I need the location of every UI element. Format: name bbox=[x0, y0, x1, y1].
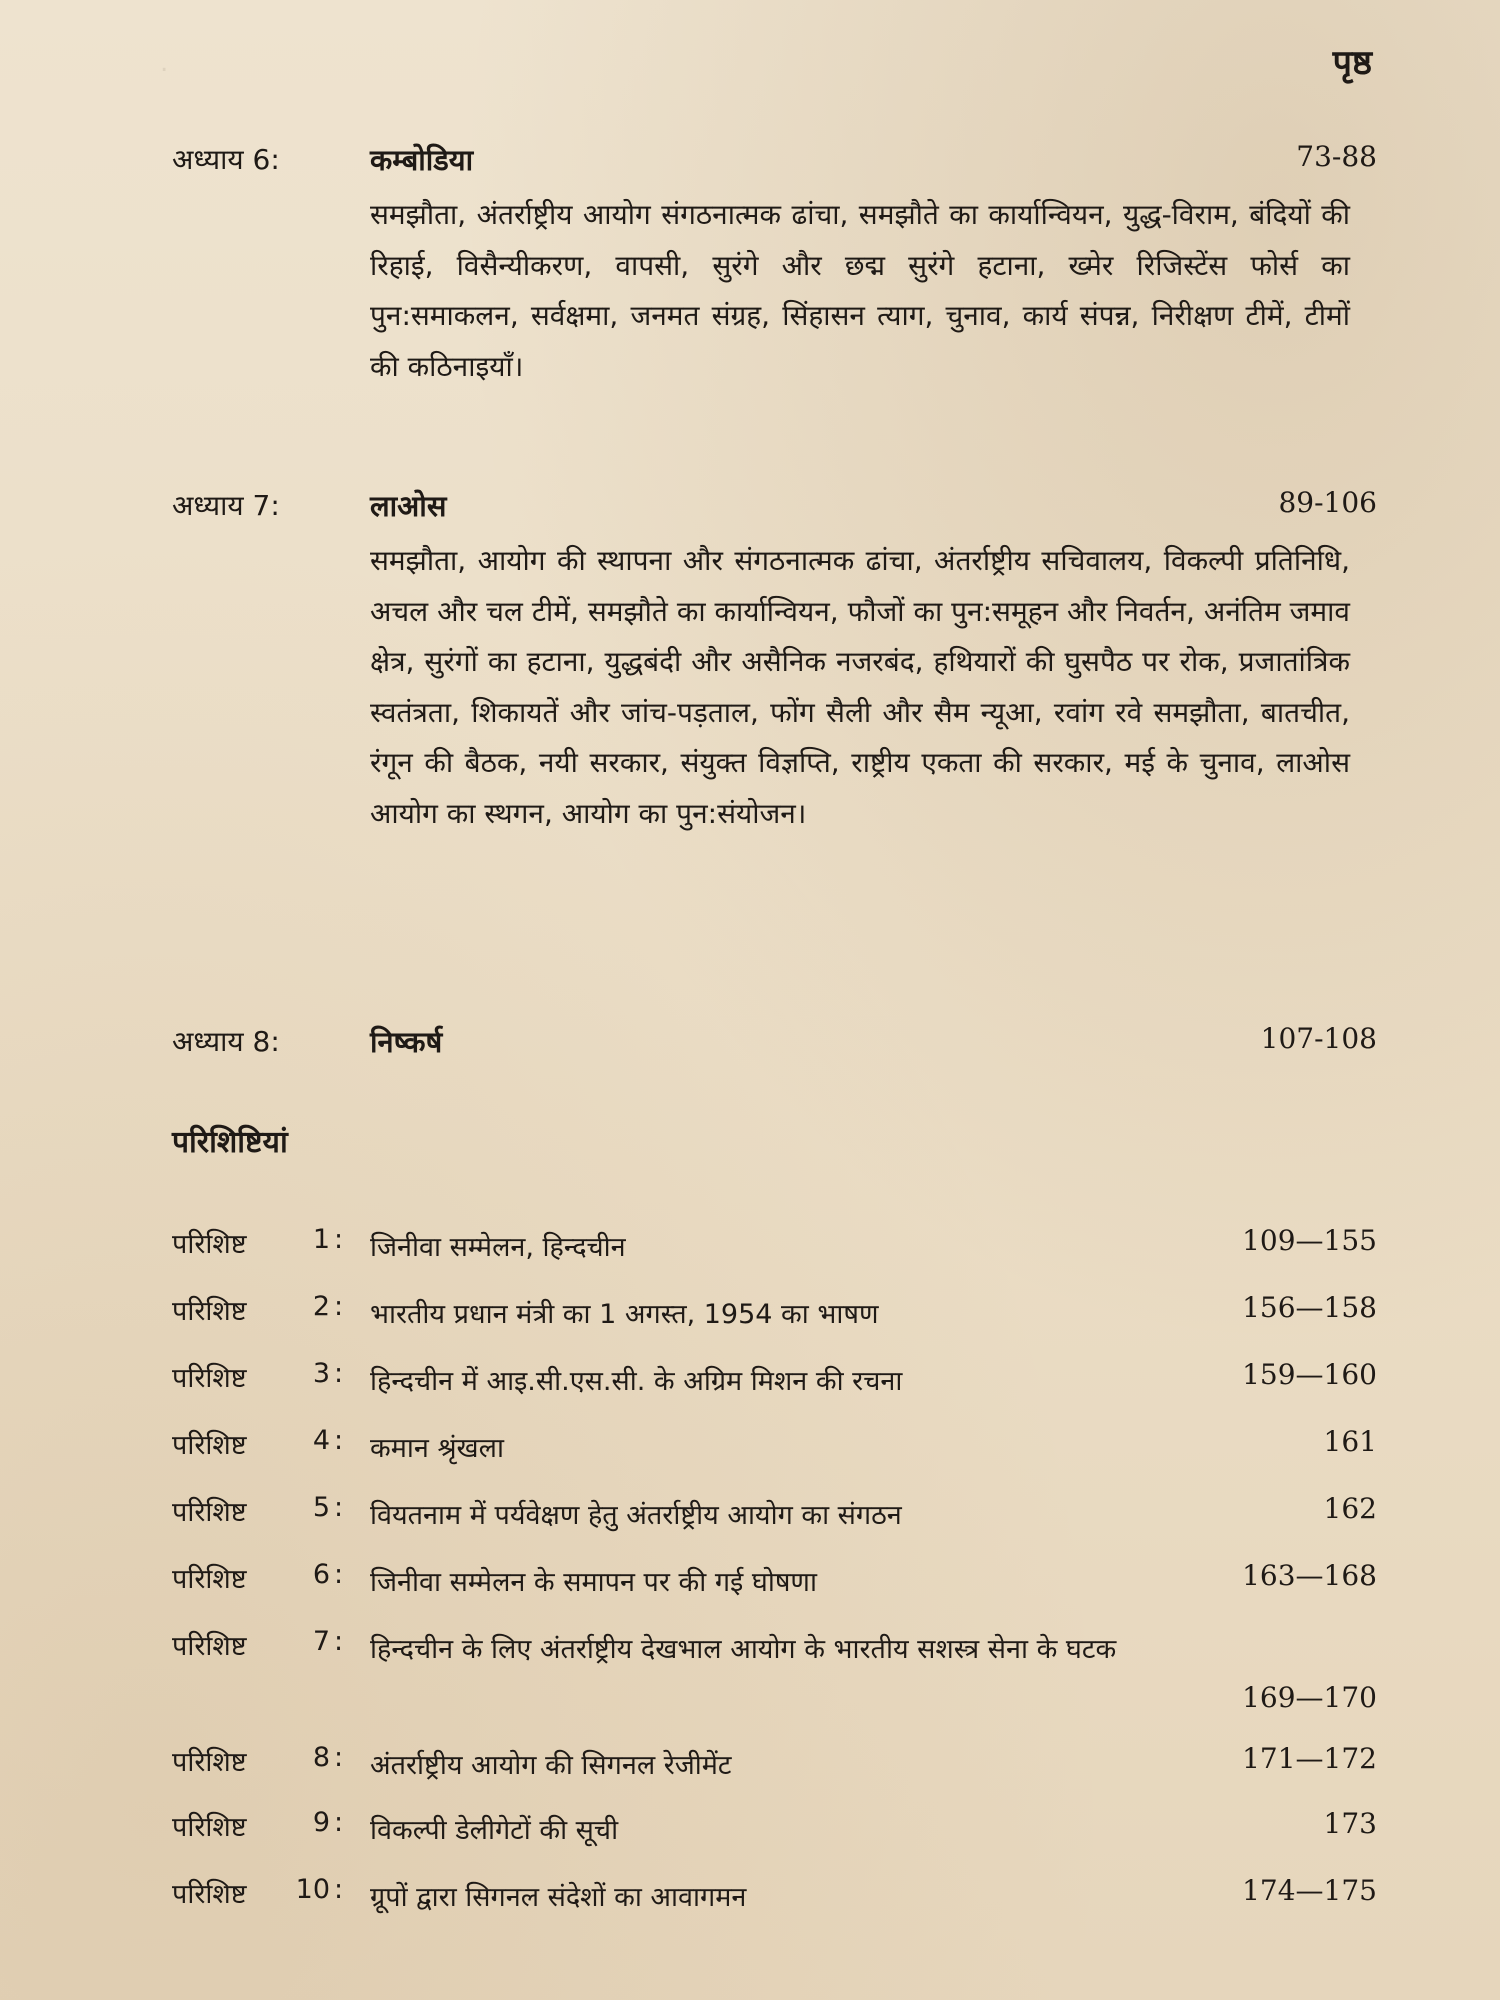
appendix-row bbox=[172, 1807, 1377, 1847]
appendix-number: 5 bbox=[312, 1492, 330, 1523]
appendix-row bbox=[172, 1224, 1377, 1264]
appendix-number: 10 bbox=[295, 1874, 330, 1905]
appendix-pages: 161 bbox=[1323, 1425, 1377, 1458]
appendix-title: अंतर्राष्ट्रीय आयोग की सिगनल रेजीमेंट bbox=[370, 1750, 732, 1781]
appendix-pages: 162 bbox=[1323, 1492, 1377, 1525]
appendix-number: 3 bbox=[312, 1358, 330, 1389]
appendix-label: परिशिष्ट bbox=[172, 1812, 247, 1843]
appendix-number: 1 bbox=[312, 1224, 330, 1255]
appendix-label: परिशिष्ट bbox=[172, 1747, 247, 1778]
separator: : bbox=[334, 1626, 344, 1657]
appendix-pages: 174—175 bbox=[1242, 1874, 1377, 1907]
appendix-label: परिशिष्ट bbox=[172, 1631, 247, 1662]
appendix-title: हिन्दचीन के लिए अंतर्राष्ट्रीय देखभाल आयोग के भारतीय सशस्त्र सेना के घटक bbox=[370, 1634, 1117, 1665]
chapter-description: समझौता, आयोग की स्थापना और संगठनात्मक ढांचा, अंतर्राष्ट्रीय सचिवालय, विकल्पी प्रतिनिधि, अचल और चल टीमें, समझौते का कार्यान्वियन, फौजों का पुन:समूहन और निवर्तन, अनंतिम जमाव क्षेत्र, सुरंगों का हटाना, युद्धबंदी और असैनिक नजरबंद, हथियारों की घुसपैठ पर रोक, प्रजातांत्रिक स्वतंत्रता, शिकायतें और जांच-पड़ताल, फोंग सैली और सैम न्यूआ, रवांग रवे समझौता, बातचीत, रंगून की बैठक, नयी सरकार, संयुक्त विज्ञप्ति, राष्ट्रीय एकता की सरकार, मई के चुनाव, लाओस आयोग का स्थगन, आयोग का पुन:संयोजन। bbox=[370, 544, 1350, 830]
chapter-label: अध्याय 8: bbox=[172, 1025, 280, 1058]
appendix-row bbox=[172, 1559, 1377, 1599]
separator: : bbox=[334, 1291, 344, 1322]
appendix-label: परिशिष्ट bbox=[172, 1497, 247, 1528]
appendix-label: परिशिष्ट bbox=[172, 1363, 247, 1394]
appendix-number: 4 bbox=[312, 1425, 330, 1456]
chapter-entry bbox=[172, 140, 1377, 480]
appendix-number: 9 bbox=[312, 1807, 330, 1838]
separator: : bbox=[334, 1425, 344, 1456]
separator: : bbox=[334, 1358, 344, 1389]
separator: : bbox=[334, 1492, 344, 1523]
appendices-heading: परिशिष्टियां bbox=[172, 1125, 288, 1160]
appendix-pages: 169—170 bbox=[1242, 1681, 1377, 1714]
appendix-pages: 173 bbox=[1323, 1807, 1377, 1840]
appendix-label: परिशिष्ट bbox=[172, 1879, 247, 1910]
separator: : bbox=[334, 1559, 344, 1590]
appendix-title: ग्रूपों द्वारा सिगनल संदेशों का आवागमन bbox=[370, 1882, 747, 1913]
appendix-title: जिनीवा सम्मेलन के समापन पर की गई घोषणा bbox=[370, 1567, 817, 1598]
appendix-title: हिन्दचीन में आइ.सी.एस.सी. के अग्रिम मिशन की रचना bbox=[370, 1366, 903, 1397]
appendix-row bbox=[172, 1358, 1377, 1398]
appendix-title: भारतीय प्रधान मंत्री का 1 अगस्त, 1954 का भाषण bbox=[370, 1299, 879, 1330]
separator: : bbox=[334, 1224, 344, 1255]
separator: : bbox=[334, 1874, 344, 1905]
chapter-label: अध्याय 7: bbox=[172, 489, 280, 522]
appendix-label: परिशिष्ट bbox=[172, 1564, 247, 1595]
appendix-row bbox=[172, 1291, 1377, 1331]
appendix-pages: 171—172 bbox=[1242, 1742, 1377, 1775]
page-column-heading: पृष्ठ bbox=[1332, 43, 1372, 83]
appendix-pages: 163—168 bbox=[1242, 1559, 1377, 1592]
chapter-title: लाओस bbox=[370, 489, 447, 523]
appendix-number: 2 bbox=[312, 1291, 330, 1322]
appendix-title: कमान श्रृंखला bbox=[370, 1433, 504, 1464]
appendix-pages: 156—158 bbox=[1242, 1291, 1377, 1324]
appendix-title: विकल्पी डेलीगेटों की सूची bbox=[370, 1815, 619, 1846]
bleed-through-text: . bbox=[160, 48, 169, 78]
appendix-label: परिशिष्ट bbox=[172, 1296, 247, 1327]
appendix-row bbox=[172, 1874, 1377, 1914]
appendix-title: जिनीवा सम्मेलन, हिन्दचीन bbox=[370, 1232, 626, 1263]
appendix-title: वियतनाम में पर्यवेक्षण हेतु अंतर्राष्ट्रीय आयोग का संगठन bbox=[370, 1500, 902, 1531]
chapter-pages: 73-88 bbox=[1296, 140, 1377, 173]
chapter-title: निष्कर्ष bbox=[370, 1025, 443, 1059]
chapter-title: कम्बोडिया bbox=[370, 143, 474, 177]
appendix-number: 6 bbox=[312, 1559, 330, 1590]
appendix-number: 8 bbox=[312, 1742, 330, 1773]
appendix-pages: 159—160 bbox=[1242, 1358, 1377, 1391]
chapter-label: अध्याय 6: bbox=[172, 143, 280, 176]
separator: : bbox=[334, 1742, 344, 1773]
chapter-entry bbox=[172, 1022, 1377, 1062]
chapter-pages: 107-108 bbox=[1260, 1022, 1377, 1055]
appendix-label: परिशिष्ट bbox=[172, 1430, 247, 1461]
appendix-label: परिशिष्ट bbox=[172, 1229, 247, 1260]
appendix-number: 7 bbox=[312, 1626, 330, 1657]
appendix-row bbox=[172, 1626, 1377, 1726]
appendix-row bbox=[172, 1492, 1377, 1532]
chapter-description: समझौता, अंतर्राष्ट्रीय आयोग संगठनात्मक ढांचा, समझौते का कार्यान्वियन, युद्ध-विराम, बंदियों की रिहाई, विसैन्यीकरण, वापसी, सुरंगे और छद्म सुरंगे हटाना, ख्मेर रिजिस्टेंस फोर्स का पुन:समाकलन, सर्वक्षमा, जनमत संग्रह, सिंहासन त्याग, चुनाव, कार्य संपन्न, निरीक्षण टीमें, टीमों की कठिनाइयाँ। bbox=[370, 198, 1350, 383]
appendix-row bbox=[172, 1425, 1377, 1465]
separator: : bbox=[334, 1807, 344, 1838]
chapter-pages: 89-106 bbox=[1278, 486, 1377, 519]
chapter-entry bbox=[172, 486, 1377, 1006]
appendix-pages: 109—155 bbox=[1242, 1224, 1377, 1257]
appendix-row bbox=[172, 1742, 1377, 1782]
